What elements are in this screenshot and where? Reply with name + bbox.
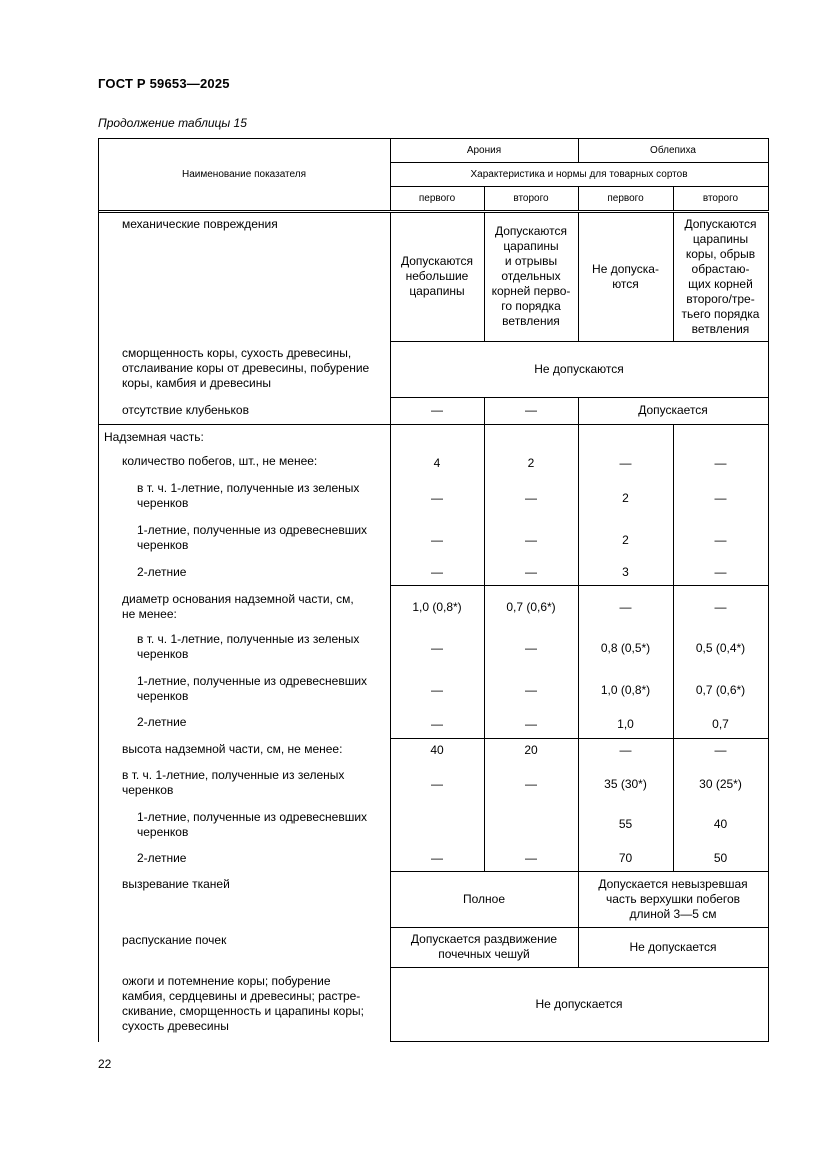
cell-nodules-aronia-1: — xyxy=(431,403,443,417)
cell-diameter-aronia-2: 0,7 (0,6*) xyxy=(506,599,556,614)
cell-shoot-count-sea-buckthorn-1: — xyxy=(619,455,632,470)
row-label-height: высота надземной части, см, не менее: xyxy=(122,742,343,756)
cell-shoot-woody-sea-buckthorn-2: — xyxy=(714,532,727,547)
cell-height-2y-sea-buckthorn-2: 50 xyxy=(713,851,728,865)
column-header-sea-buckthorn-grade-2: второго xyxy=(702,192,739,204)
cell-height-sea-buckthorn-1: — xyxy=(619,742,632,757)
cell-shoot-2y-sea-buckthorn-1: 3 xyxy=(622,565,629,579)
cell-burns-all: Не допускается xyxy=(535,996,623,1011)
row-label-diam-green: в т. ч. 1-летние, полученные из зеленых черенков xyxy=(137,632,360,661)
cell-height-aronia-2: 20 xyxy=(524,742,538,757)
table-rule xyxy=(768,212,769,1042)
cell-diam-woody-aronia-1: — xyxy=(431,682,443,697)
page-number: 22 xyxy=(98,1057,112,1071)
cell-height-woody-sea-buckthorn-2: 40 xyxy=(713,817,728,831)
cell-diam-green-aronia-1: — xyxy=(431,640,443,655)
cell-diam-2y-aronia-2: — xyxy=(525,716,537,731)
cell-diameter-aronia-1: 1,0 (0,8*) xyxy=(412,599,462,614)
cell-diam-woody-sea-buckthorn-1: 1,0 (0,8*) xyxy=(600,682,651,697)
row-label-aerial-part: Надземная часть: xyxy=(104,430,204,444)
column-header-sea-buckthorn-grade-1: первого xyxy=(607,192,644,204)
cell-height-2y-aronia-1: — xyxy=(431,851,443,865)
cell-height-sea-buckthorn-2: — xyxy=(714,742,727,757)
cell-mech-damage-sea-buckthorn-1: Не допуска- ются xyxy=(592,261,659,291)
table-rule xyxy=(768,138,769,210)
cell-height-2y-sea-buckthorn-1: 70 xyxy=(618,851,633,865)
column-header-indicator: Наименование показателя xyxy=(182,168,306,180)
row-label-maturation: вызревание тканей xyxy=(122,877,230,891)
cell-diam-2y-sea-buckthorn-2: 0,7 xyxy=(712,716,729,731)
cell-mech-damage-aronia-1: Допускаются небольшие царапины xyxy=(400,254,474,298)
cell-shoot-2y-aronia-2: — xyxy=(525,565,537,579)
cell-diam-2y-sea-buckthorn-1: 1,0 xyxy=(617,716,634,731)
cell-height-woody-aronia-1 xyxy=(390,806,484,843)
cell-height-green-aronia-1: — xyxy=(431,776,443,791)
cell-diam-woody-sea-buckthorn-2: 0,7 (0,6*) xyxy=(695,682,746,697)
cell-diam-woody-aronia-2: — xyxy=(525,682,537,697)
cell-shoot-2y-sea-buckthorn-2: — xyxy=(714,565,727,579)
table-rule xyxy=(98,210,769,211)
row-label-shoot-green: в т. ч. 1-летние, полученные из зеленых черенков xyxy=(137,481,360,510)
cell-height-woody-sea-buckthorn-1: 55 xyxy=(618,817,633,831)
row-label-shoot-woody: 1-летние, полученные из одревесневших черенков xyxy=(137,523,368,552)
cell-shoot-green-sea-buckthorn-2: — xyxy=(714,491,727,505)
cell-shoot-count-aronia-1: 4 xyxy=(433,455,441,470)
row-label-mech-damage: механические повреждения xyxy=(122,217,278,231)
cell-diam-green-sea-buckthorn-1: 0,8 (0,5*) xyxy=(600,640,651,655)
row-label-diam-woody: 1-летние, полученные из одревесневших черенков xyxy=(137,674,368,703)
row-label-diam-2y: 2-летние xyxy=(137,715,187,729)
table-continuation-caption: Продолжение таблицы 15 xyxy=(98,116,247,130)
cell-diameter-sea-buckthorn-1: — xyxy=(619,599,632,614)
column-header-sea-buckthorn: Облепиха xyxy=(650,144,696,156)
column-header-characteristics: Характеристика и нормы для товарных сортов xyxy=(470,168,688,180)
cell-shoot-green-aronia-1: — xyxy=(431,491,443,505)
table-rule xyxy=(98,138,99,1042)
cell-shoot-woody-sea-buckthorn-1: 2 xyxy=(622,532,629,547)
cell-height-green-sea-buckthorn-2: 30 (25*) xyxy=(699,776,742,791)
cell-mech-damage-sea-buckthorn-2: Допускаются царапины коры, обрыв обрастаю- щих корней второго/тре- тьего порядка ветвления xyxy=(681,216,760,336)
column-header-aronia: Арония xyxy=(466,144,502,156)
cell-maturation-sea-buckthorn: Допускается невызревшая часть верхушки побегов длиной 3—5 см xyxy=(598,876,748,921)
cell-shoot-count-aronia-2: 2 xyxy=(527,455,535,470)
cell-shoot-2y-aronia-1: — xyxy=(431,565,443,579)
row-label-burns: ожоги и потемнение коры; побурение камбия, сердцевины и древесины; растре- скивание, сморщенность и царапины коры; сухость древесины xyxy=(122,974,364,1033)
cell-height-green-sea-buckthorn-1: 35 (30*) xyxy=(604,776,647,791)
row-label-height-green: в т. ч. 1-летние, полученные из зеленых черенков xyxy=(122,768,345,797)
table-rule xyxy=(98,424,769,425)
cell-height-green-aronia-2: — xyxy=(525,776,537,791)
cell-diam-2y-aronia-1: — xyxy=(431,716,443,731)
row-label-height-woody: 1-летние, полученные из одревесневших черенков xyxy=(137,810,368,839)
cell-height-aronia-1: 40 xyxy=(430,742,444,757)
column-header-aronia-grade-2: второго xyxy=(513,192,549,204)
cell-shoot-green-aronia-2: — xyxy=(525,491,537,505)
row-label-shoot-count: количество побегов, шт., не менее: xyxy=(122,454,318,468)
cell-bark-wrinkle-all: Не допускаются xyxy=(534,361,624,376)
row-label-nodules: отсутствие клубеньков xyxy=(122,403,249,417)
cell-maturation-aronia: Полное xyxy=(462,891,505,906)
cell-shoot-woody-aronia-2: — xyxy=(525,532,537,547)
cell-shoot-green-sea-buckthorn-1: 2 xyxy=(622,491,629,505)
row-label-diameter: диаметр основания надземной части, см, не менее: xyxy=(122,592,354,621)
cell-diam-green-aronia-2: — xyxy=(525,640,537,655)
cell-diam-green-sea-buckthorn-2: 0,5 (0,4*) xyxy=(695,640,746,655)
cell-shoot-count-sea-buckthorn-2: — xyxy=(714,455,727,470)
cell-nodules-sea-buckthorn: Допускается xyxy=(638,403,708,417)
row-label-height-2y: 2-летние xyxy=(137,851,187,865)
table-rule xyxy=(390,1041,769,1042)
cell-bud-break-sea-buckthorn: Не допускается xyxy=(629,939,717,954)
document-code: ГОСТ Р 59653—2025 xyxy=(98,76,230,91)
row-label-shoot-2y: 2-летние xyxy=(137,565,187,579)
cell-bud-break-aronia: Допускается раздвижение почечных чешуй xyxy=(410,932,558,961)
cell-height-woody-aronia-2 xyxy=(484,806,578,843)
row-label-bud-break: распускание почек xyxy=(122,933,227,947)
cell-diameter-sea-buckthorn-2: — xyxy=(714,599,727,614)
column-header-aronia-grade-1: первого xyxy=(418,192,456,204)
row-label-bark-wrinkle: сморщенность коры, сухость древесины, отслаивание коры от древесины, побурение коры, камбия и древесины xyxy=(122,346,370,390)
cell-height-2y-aronia-2: — xyxy=(525,851,537,865)
cell-shoot-woody-aronia-1: — xyxy=(431,532,443,547)
cell-mech-damage-aronia-2: Допускаются царапины и отрывы отдельных корней перво- го порядка ветвления xyxy=(491,224,571,328)
cell-nodules-aronia-2: — xyxy=(525,403,537,417)
